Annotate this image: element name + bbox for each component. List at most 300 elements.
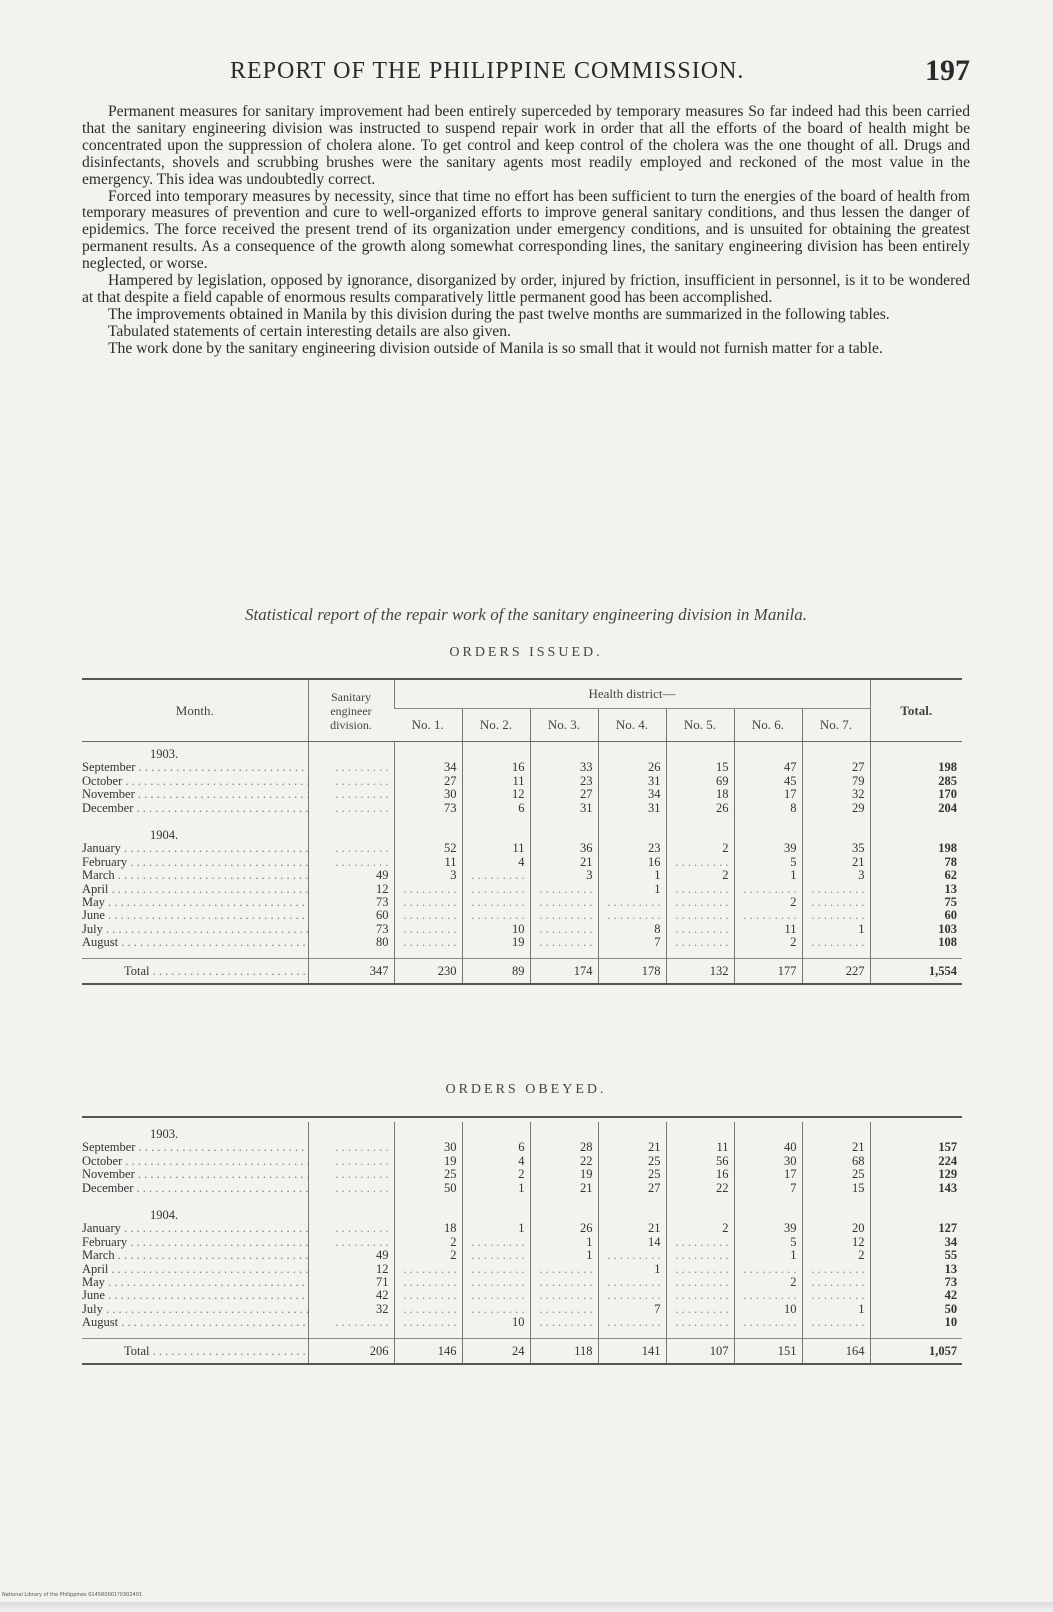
month-label: December . . .: [82, 802, 308, 815]
month-label: June . . .: [82, 1289, 308, 1302]
data-cell: 2: [802, 1249, 870, 1262]
table-row: [82, 1141, 962, 1154]
data-cell: . . . . . . . . .: [666, 923, 734, 936]
data-cell: . . . . . . . . .: [666, 1236, 734, 1249]
data-cell: . . . . . . . . .: [394, 1263, 462, 1276]
table-row: [82, 1182, 962, 1195]
empty-cell: [394, 1195, 462, 1203]
total-cell: 164: [802, 1338, 870, 1364]
total-row: [82, 1338, 962, 1364]
data-cell: 73: [308, 923, 394, 936]
month-label: July . . .: [82, 923, 308, 936]
year-label: 1904.: [150, 1208, 179, 1223]
month-label: April . . .: [82, 883, 308, 896]
data-cell: 7: [734, 1182, 802, 1195]
month-label: November . . .: [82, 1168, 308, 1181]
data-cell: 129: [870, 1168, 962, 1181]
data-cell: . . . . . . . . .: [462, 1249, 530, 1262]
data-cell: 1: [598, 1263, 666, 1276]
data-cell: . . . . . . . . .: [734, 883, 802, 896]
body-text: [82, 104, 970, 358]
empty-cell: [870, 1195, 962, 1203]
empty-cell: [462, 742, 530, 762]
data-cell: 8: [734, 802, 802, 815]
data-cell: 75: [870, 896, 962, 909]
empty-cell: [802, 1122, 870, 1141]
empty-cell: [870, 815, 962, 823]
empty-cell: [530, 1330, 598, 1339]
data-cell: 73: [394, 802, 462, 815]
data-cell: 21: [802, 856, 870, 869]
empty-cell: [598, 742, 666, 762]
spacer-row: [82, 1330, 962, 1339]
empty-cell: [666, 823, 734, 842]
data-cell: . . . . . . . . .: [802, 883, 870, 896]
data-cell: 31: [530, 802, 598, 815]
data-cell: 50: [870, 1303, 962, 1316]
data-cell: 2: [734, 1276, 802, 1289]
empty-cell: [394, 1330, 462, 1339]
data-cell: 34: [598, 788, 666, 801]
spacer-row: [82, 815, 962, 823]
paragraph: Hampered by legislation, opposed by ignorance, disorganized by order, injured by friction, insufficient in personnel, is it to be wondered at that despite a field capable of enormous results comparatively little permanent good has been accomplished.: [82, 272, 970, 306]
col-header-district: No. 4.: [598, 709, 666, 742]
data-cell: . . . . . . . . .: [666, 1289, 734, 1302]
empty-cell: [462, 1203, 530, 1222]
data-cell: . . . . . . . . .: [530, 923, 598, 936]
empty-cell: [462, 815, 530, 823]
data-cell: . . . . . . . . .: [394, 883, 462, 896]
paragraph: Permanent measures for sanitary improvement had been entirely superceded by temporary measures So far indeed had this been carried that the sanitary engineering division was instructed to suspend repair work in order that all the efforts of the board of health might be concentrated upon the suppression of cholera alone. To get control and keep control of the cholera was the one thought of all. Drugs and disinfectants, shovels and scrubbing brushes were the sanitary agents most readily employed and reckoned of the most value in the emergency. This idea was undoubtedly correct.: [82, 103, 970, 188]
month-label: January . . .: [82, 1222, 308, 1235]
empty-cell: [870, 742, 962, 762]
data-cell: 21: [530, 1182, 598, 1195]
data-cell: 31: [598, 775, 666, 788]
data-cell: . . . . . . . . .: [462, 909, 530, 922]
orders-obeyed-heading: ORDERS OBEYED.: [445, 1082, 607, 1097]
empty-cell: [308, 1195, 394, 1203]
col-header-district: No. 2.: [462, 709, 530, 742]
data-cell: . . . . . . . . .: [394, 1303, 462, 1316]
empty-cell: [394, 815, 462, 823]
data-cell: 10: [462, 1316, 530, 1329]
data-cell: 62: [870, 869, 962, 882]
table-body: [82, 742, 962, 984]
data-cell: 32: [308, 1303, 394, 1316]
table-caption: Statistical report of the repair work of the sanitary engineering division in Manila.: [244, 605, 808, 624]
data-cell: 15: [666, 761, 734, 774]
empty-cell: [530, 815, 598, 823]
data-cell: . . . . . . . . .: [308, 1141, 394, 1154]
data-cell: 15: [802, 1182, 870, 1195]
data-cell: 10: [734, 1303, 802, 1316]
table-row: [82, 1236, 962, 1249]
data-cell: 7: [598, 1303, 666, 1316]
data-cell: 22: [530, 1155, 598, 1168]
month-label: February . . .: [82, 1236, 308, 1249]
data-cell: . . . . . . . . .: [308, 775, 394, 788]
empty-cell: [734, 1195, 802, 1203]
data-cell: . . . . . . . . .: [666, 936, 734, 949]
year-row: [82, 823, 962, 842]
table-row: [82, 883, 962, 896]
data-cell: . . . . . . . . .: [802, 896, 870, 909]
data-cell: . . . . . . . . .: [308, 802, 394, 815]
empty-cell: [308, 1203, 394, 1222]
data-cell: 30: [394, 1141, 462, 1154]
empty-cell: [666, 1330, 734, 1339]
month-label: September . . .: [82, 1141, 308, 1154]
table-row: [82, 775, 962, 788]
data-cell: 1: [734, 1249, 802, 1262]
table-row: [82, 856, 962, 869]
col-header-total: Total.: [870, 679, 962, 742]
data-cell: . . . . . . . . .: [530, 1316, 598, 1329]
month-label: May . . .: [82, 1276, 308, 1289]
data-cell: 55: [870, 1249, 962, 1262]
table-row: [82, 869, 962, 882]
empty-cell: [802, 1195, 870, 1203]
data-cell: 16: [666, 1168, 734, 1181]
month-label: July . . .: [82, 1303, 308, 1316]
data-cell: 50: [394, 1182, 462, 1195]
data-cell: 71: [308, 1276, 394, 1289]
data-cell: 11: [394, 856, 462, 869]
data-cell: 2: [734, 896, 802, 909]
data-cell: 26: [530, 1222, 598, 1235]
data-cell: 198: [870, 842, 962, 855]
month-label: October . . .: [82, 775, 308, 788]
data-cell: 13: [870, 1263, 962, 1276]
data-cell: . . . . . . . . .: [308, 1236, 394, 1249]
empty-cell: [802, 950, 870, 959]
col-header-month: Month.: [82, 679, 308, 742]
data-cell: . . . . . . . . .: [802, 1289, 870, 1302]
total-cell: 177: [734, 958, 802, 984]
data-cell: 170: [870, 788, 962, 801]
data-cell: 17: [734, 1168, 802, 1181]
total-cell: 178: [598, 958, 666, 984]
table-row: [82, 761, 962, 774]
empty-cell: [598, 1203, 666, 1222]
paragraph: The work done by the sanitary engineering division outside of Manila is so small that it would not furnish matter for a table.: [108, 339, 883, 357]
data-cell: 6: [462, 802, 530, 815]
data-cell: . . . . . . . . .: [666, 1249, 734, 1262]
data-cell: 45: [734, 775, 802, 788]
data-cell: 16: [462, 761, 530, 774]
table-row: [82, 802, 962, 815]
data-cell: . . . . . . . . .: [530, 883, 598, 896]
data-cell: 7: [598, 936, 666, 949]
data-cell: . . . . . . . . .: [394, 1316, 462, 1329]
total-cell: 1,554: [870, 958, 962, 984]
table-row: [82, 1263, 962, 1276]
data-cell: . . . . . . . . .: [530, 1303, 598, 1316]
empty-cell: [308, 1330, 394, 1339]
year-label: 1903.: [150, 1127, 179, 1141]
data-cell: 10: [462, 923, 530, 936]
data-cell: 60: [308, 909, 394, 922]
empty-cell: [666, 950, 734, 959]
data-cell: 2: [462, 1168, 530, 1181]
empty-cell: [802, 823, 870, 842]
data-cell: 1: [598, 883, 666, 896]
data-cell: . . . . . . . . .: [802, 1276, 870, 1289]
library-footer: National Library of the Philippines 0145R0001?0302401: [2, 1592, 143, 1598]
total-label: Total . . .: [82, 1338, 308, 1364]
col-header-sanitary: Sanitary engineer division.: [308, 679, 394, 742]
table-row: [82, 1289, 962, 1302]
data-cell: 42: [308, 1289, 394, 1302]
empty-cell: [666, 815, 734, 823]
data-cell: . . . . . . . . .: [394, 896, 462, 909]
data-cell: . . . . . . . . .: [462, 883, 530, 896]
month-label: February . . .: [82, 856, 308, 869]
data-cell: . . . . . . . . .: [734, 1316, 802, 1329]
empty-cell: [308, 742, 394, 762]
table-row: [82, 1222, 962, 1235]
empty-cell: [462, 1330, 530, 1339]
data-cell: 21: [530, 856, 598, 869]
col-header-district: No. 6.: [734, 709, 802, 742]
month-label: September . . .: [82, 761, 308, 774]
header-title: REPORT OF THE PHILIPPINE COMMISSION.: [230, 58, 745, 84]
data-cell: . . . . . . . . .: [308, 1168, 394, 1181]
page-number: 197: [925, 54, 970, 87]
data-cell: . . . . . . . . .: [802, 1263, 870, 1276]
data-cell: . . . . . . . . .: [666, 883, 734, 896]
data-cell: 73: [870, 1276, 962, 1289]
month-label: March . . .: [82, 869, 308, 882]
data-cell: 127: [870, 1222, 962, 1235]
data-cell: . . . . . . . . .: [308, 1182, 394, 1195]
data-cell: . . . . . . . . .: [666, 909, 734, 922]
empty-cell: [394, 823, 462, 842]
empty-cell: [82, 1330, 308, 1339]
empty-cell: [802, 742, 870, 762]
month-label: August . . .: [82, 936, 308, 949]
data-cell: . . . . . . . . .: [462, 1236, 530, 1249]
table-row: [82, 842, 962, 855]
data-cell: . . . . . . . . .: [666, 896, 734, 909]
empty-cell: [666, 1203, 734, 1222]
data-cell: 26: [598, 761, 666, 774]
empty-cell: [82, 950, 308, 959]
empty-cell: [666, 1122, 734, 1141]
data-cell: 4: [462, 856, 530, 869]
year-row: [82, 1122, 962, 1141]
data-cell: 36: [530, 842, 598, 855]
empty-cell: [734, 950, 802, 959]
month-label: June . . .: [82, 909, 308, 922]
data-cell: 47: [734, 761, 802, 774]
paragraph: Forced into temporary measures by necessity, since that time no effort has been sufficient to turn the energies of the board of health from temporary measures of prevention and cure to well-organized efforts to improve general sanitary conditions, and thus lessen the danger of epidemics. The force received the present trend of its organization under emergency conditions, and is unsuited for obtaining the greatest permanent results. As a consequence of the growth along somewhat corresponding lines, the sanitary engineering division has been entirely neglected, or worse.: [82, 187, 970, 273]
data-cell: 21: [598, 1141, 666, 1154]
year-row: [82, 742, 962, 762]
total-cell: 141: [598, 1338, 666, 1364]
running-header: [230, 54, 970, 94]
table-row: [82, 1155, 962, 1168]
empty-cell: [530, 950, 598, 959]
data-cell: . . . . . . . . .: [666, 1263, 734, 1276]
data-cell: 31: [598, 802, 666, 815]
scan-edge: [0, 1602, 1053, 1612]
data-cell: . . . . . . . . .: [394, 909, 462, 922]
data-cell: 28: [530, 1141, 598, 1154]
table-row: [82, 788, 962, 801]
data-cell: 60: [870, 909, 962, 922]
table-row: [82, 1303, 962, 1316]
total-cell: 146: [394, 1338, 462, 1364]
table-row: [82, 923, 962, 936]
data-cell: 23: [530, 775, 598, 788]
data-cell: 79: [802, 775, 870, 788]
total-cell: 174: [530, 958, 598, 984]
data-cell: 32: [802, 788, 870, 801]
data-cell: . . . . . . . . .: [462, 1303, 530, 1316]
data-cell: 56: [666, 1155, 734, 1168]
data-cell: 80: [308, 936, 394, 949]
data-cell: 39: [734, 1222, 802, 1235]
data-cell: 8: [598, 923, 666, 936]
data-cell: 2: [734, 936, 802, 949]
data-cell: 29: [802, 802, 870, 815]
data-cell: 34: [870, 1236, 962, 1249]
data-cell: 33: [530, 761, 598, 774]
data-cell: 2: [394, 1249, 462, 1262]
data-cell: 40: [734, 1141, 802, 1154]
month-label: April . . .: [82, 1263, 308, 1276]
data-cell: . . . . . . . . .: [308, 856, 394, 869]
data-cell: 18: [666, 788, 734, 801]
data-cell: 27: [394, 775, 462, 788]
empty-cell: [870, 1122, 962, 1141]
empty-cell: [870, 823, 962, 842]
empty-cell: [308, 815, 394, 823]
orders-issued-table: [82, 678, 962, 985]
data-cell: 3: [394, 869, 462, 882]
data-cell: 68: [802, 1155, 870, 1168]
empty-cell: [598, 815, 666, 823]
paragraph: Tabulated statements of certain interesting details are also given.: [108, 322, 511, 340]
data-cell: . . . . . . . . .: [598, 1316, 666, 1329]
empty-cell: [598, 823, 666, 842]
empty-cell: [802, 1203, 870, 1222]
data-cell: 25: [598, 1155, 666, 1168]
spacer-row: [82, 950, 962, 959]
data-cell: 6: [462, 1141, 530, 1154]
data-cell: 18: [394, 1222, 462, 1235]
data-cell: 1: [802, 1303, 870, 1316]
data-cell: . . . . . . . . .: [666, 856, 734, 869]
data-cell: . . . . . . . . .: [462, 1289, 530, 1302]
data-cell: 17: [734, 788, 802, 801]
empty-cell: [530, 1203, 598, 1222]
data-cell: 11: [462, 842, 530, 855]
data-cell: 23: [598, 842, 666, 855]
data-cell: . . . . . . . . .: [598, 909, 666, 922]
data-cell: 35: [802, 842, 870, 855]
data-cell: 143: [870, 1182, 962, 1195]
empty-cell: [530, 742, 598, 762]
total-cell: 118: [530, 1338, 598, 1364]
data-cell: . . . . . . . . .: [530, 896, 598, 909]
data-cell: 19: [394, 1155, 462, 1168]
data-cell: 1: [462, 1182, 530, 1195]
table-body: [82, 1122, 962, 1364]
empty-cell: [870, 1203, 962, 1222]
data-cell: 2: [666, 842, 734, 855]
data-cell: 10: [870, 1316, 962, 1329]
table-row: [82, 1276, 962, 1289]
data-cell: 157: [870, 1141, 962, 1154]
data-cell: 19: [462, 936, 530, 949]
empty-cell: [734, 1122, 802, 1141]
table-row: [82, 909, 962, 922]
empty-cell: [802, 815, 870, 823]
empty-cell: [598, 1122, 666, 1141]
data-cell: 22: [666, 1182, 734, 1195]
data-cell: 1: [530, 1236, 598, 1249]
data-cell: 2: [666, 1222, 734, 1235]
data-cell: 5: [734, 856, 802, 869]
data-cell: . . . . . . . . .: [734, 1263, 802, 1276]
data-cell: . . . . . . . . .: [308, 788, 394, 801]
empty-cell: [530, 1122, 598, 1141]
data-cell: . . . . . . . . .: [394, 1276, 462, 1289]
data-cell: . . . . . . . . .: [462, 1276, 530, 1289]
total-cell: 107: [666, 1338, 734, 1364]
data-cell: . . . . . . . . .: [308, 1316, 394, 1329]
table-row: [82, 896, 962, 909]
data-cell: 5: [734, 1236, 802, 1249]
col-header-district: No. 3.: [530, 709, 598, 742]
data-cell: 30: [734, 1155, 802, 1168]
data-cell: 25: [802, 1168, 870, 1181]
data-cell: . . . . . . . . .: [394, 936, 462, 949]
empty-cell: [308, 823, 394, 842]
data-cell: 12: [462, 788, 530, 801]
data-cell: . . . . . . . . .: [462, 896, 530, 909]
data-cell: 224: [870, 1155, 962, 1168]
data-cell: 13: [870, 883, 962, 896]
data-cell: . . . . . . . . .: [308, 842, 394, 855]
total-cell: 206: [308, 1338, 394, 1364]
data-cell: . . . . . . . . .: [462, 869, 530, 882]
data-cell: . . . . . . . . .: [598, 1276, 666, 1289]
data-cell: 2: [666, 869, 734, 882]
empty-cell: [734, 823, 802, 842]
data-cell: . . . . . . . . .: [308, 1155, 394, 1168]
month-label: October . . .: [82, 1155, 308, 1168]
data-cell: 12: [308, 1263, 394, 1276]
total-row: [82, 958, 962, 984]
table-row: [82, 1168, 962, 1181]
empty-cell: [598, 950, 666, 959]
data-cell: 20: [802, 1222, 870, 1235]
data-cell: . . . . . . . . .: [802, 1316, 870, 1329]
data-cell: 42: [870, 1289, 962, 1302]
empty-cell: [598, 1195, 666, 1203]
data-cell: . . . . . . . . .: [734, 909, 802, 922]
empty-cell: [734, 1330, 802, 1339]
data-cell: 2: [394, 1236, 462, 1249]
data-cell: . . . . . . . . .: [394, 1289, 462, 1302]
data-cell: 78: [870, 856, 962, 869]
data-cell: . . . . . . . . .: [598, 1249, 666, 1262]
month-label: March . . .: [82, 1249, 308, 1262]
col-header-district: No. 7.: [802, 709, 870, 742]
